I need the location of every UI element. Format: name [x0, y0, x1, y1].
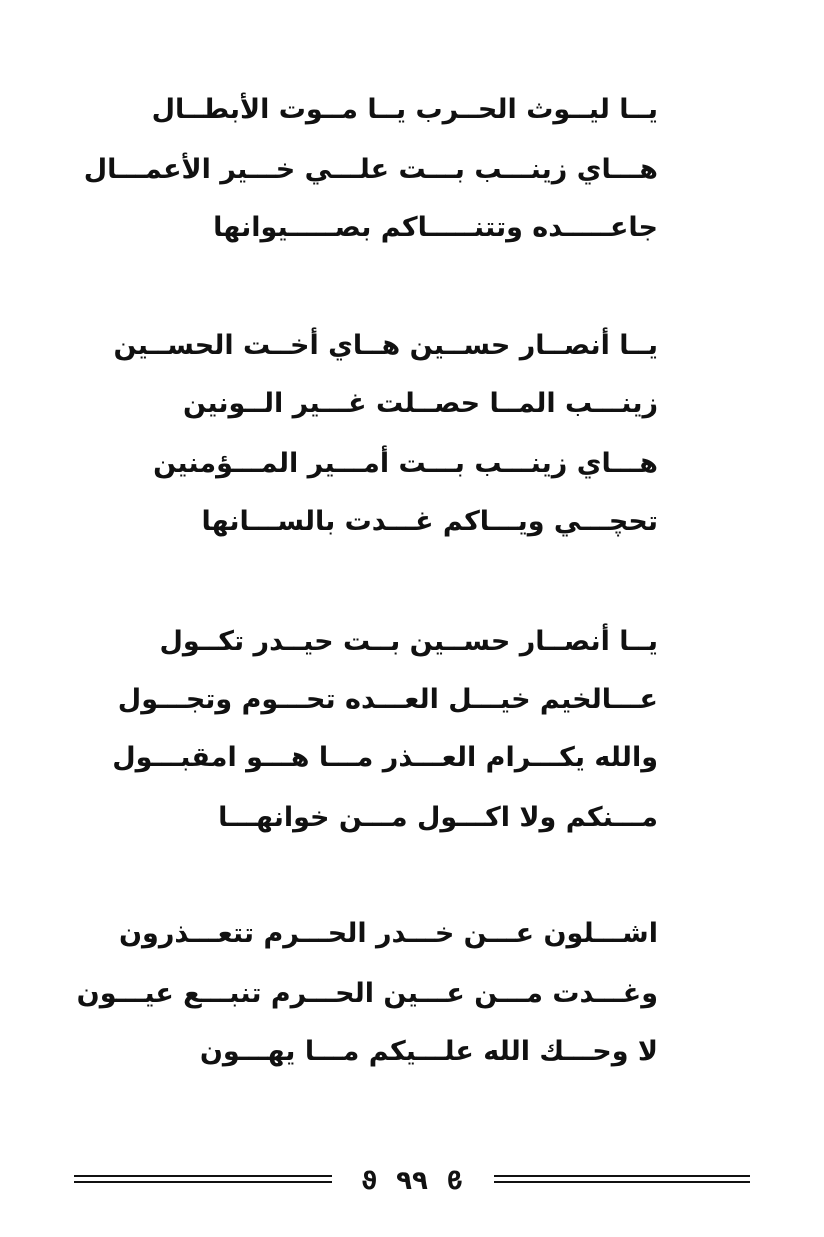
page-number-block: [352, 1160, 472, 1200]
verse-line-10: والله يكـــرام العـــذر مـــا هـــو امقبـــول: [112, 742, 658, 773]
verse-line-3: جاعـــــده وتتنـــــاكم بصـــــيوانها: [213, 212, 658, 243]
verse-line-5: زينـــب المــا حصــلت غـــير الــونين: [183, 388, 658, 419]
page-footer: [74, 1160, 750, 1200]
verse-line-11: مـــنكم ولا اكـــول مـــن خوانهـــا: [218, 802, 658, 833]
verse-line-7: تحچـــي ويـــاكم غـــدت بالســـانها: [201, 506, 658, 537]
footer-rule-left: [74, 1175, 332, 1183]
verse-line-6: هـــاي زينـــب بـــت أمـــير المـــؤمنين: [153, 448, 658, 479]
verse-line-14: لا وحـــك الله علـــيكم مـــا يهـــون: [199, 1036, 658, 1067]
verse-line-2: هـــاي زينـــب بـــت علـــي خـــير الأعمـــال: [83, 154, 658, 185]
page-number: ٩٩: [396, 1165, 428, 1196]
verse-line-4: يــا أنصــار حســين هــاي أخــت الحســين: [113, 330, 658, 361]
verse-line-13: وغـــدت مـــن عـــين الحـــرم تنبـــع عيـــون: [76, 978, 658, 1009]
footer-rule-right: [494, 1175, 750, 1183]
verse-line-8: يــا أنصــار حســين بــت حيــدر تكــول: [159, 626, 658, 657]
verse-line-9: عـــالخيم خيـــل العـــده تحـــوم وتجـــول: [117, 684, 658, 715]
verse-line-12: اشـــلون عـــن خـــدر الحـــرم تتعـــذرون: [119, 918, 658, 949]
ornament-left-icon: ϑ: [361, 1166, 378, 1195]
verse-line-1: يــا ليــوث الحــرب يــا مــوت الأبطــال: [151, 94, 658, 125]
ornament-right-icon: ϑ: [446, 1166, 463, 1195]
